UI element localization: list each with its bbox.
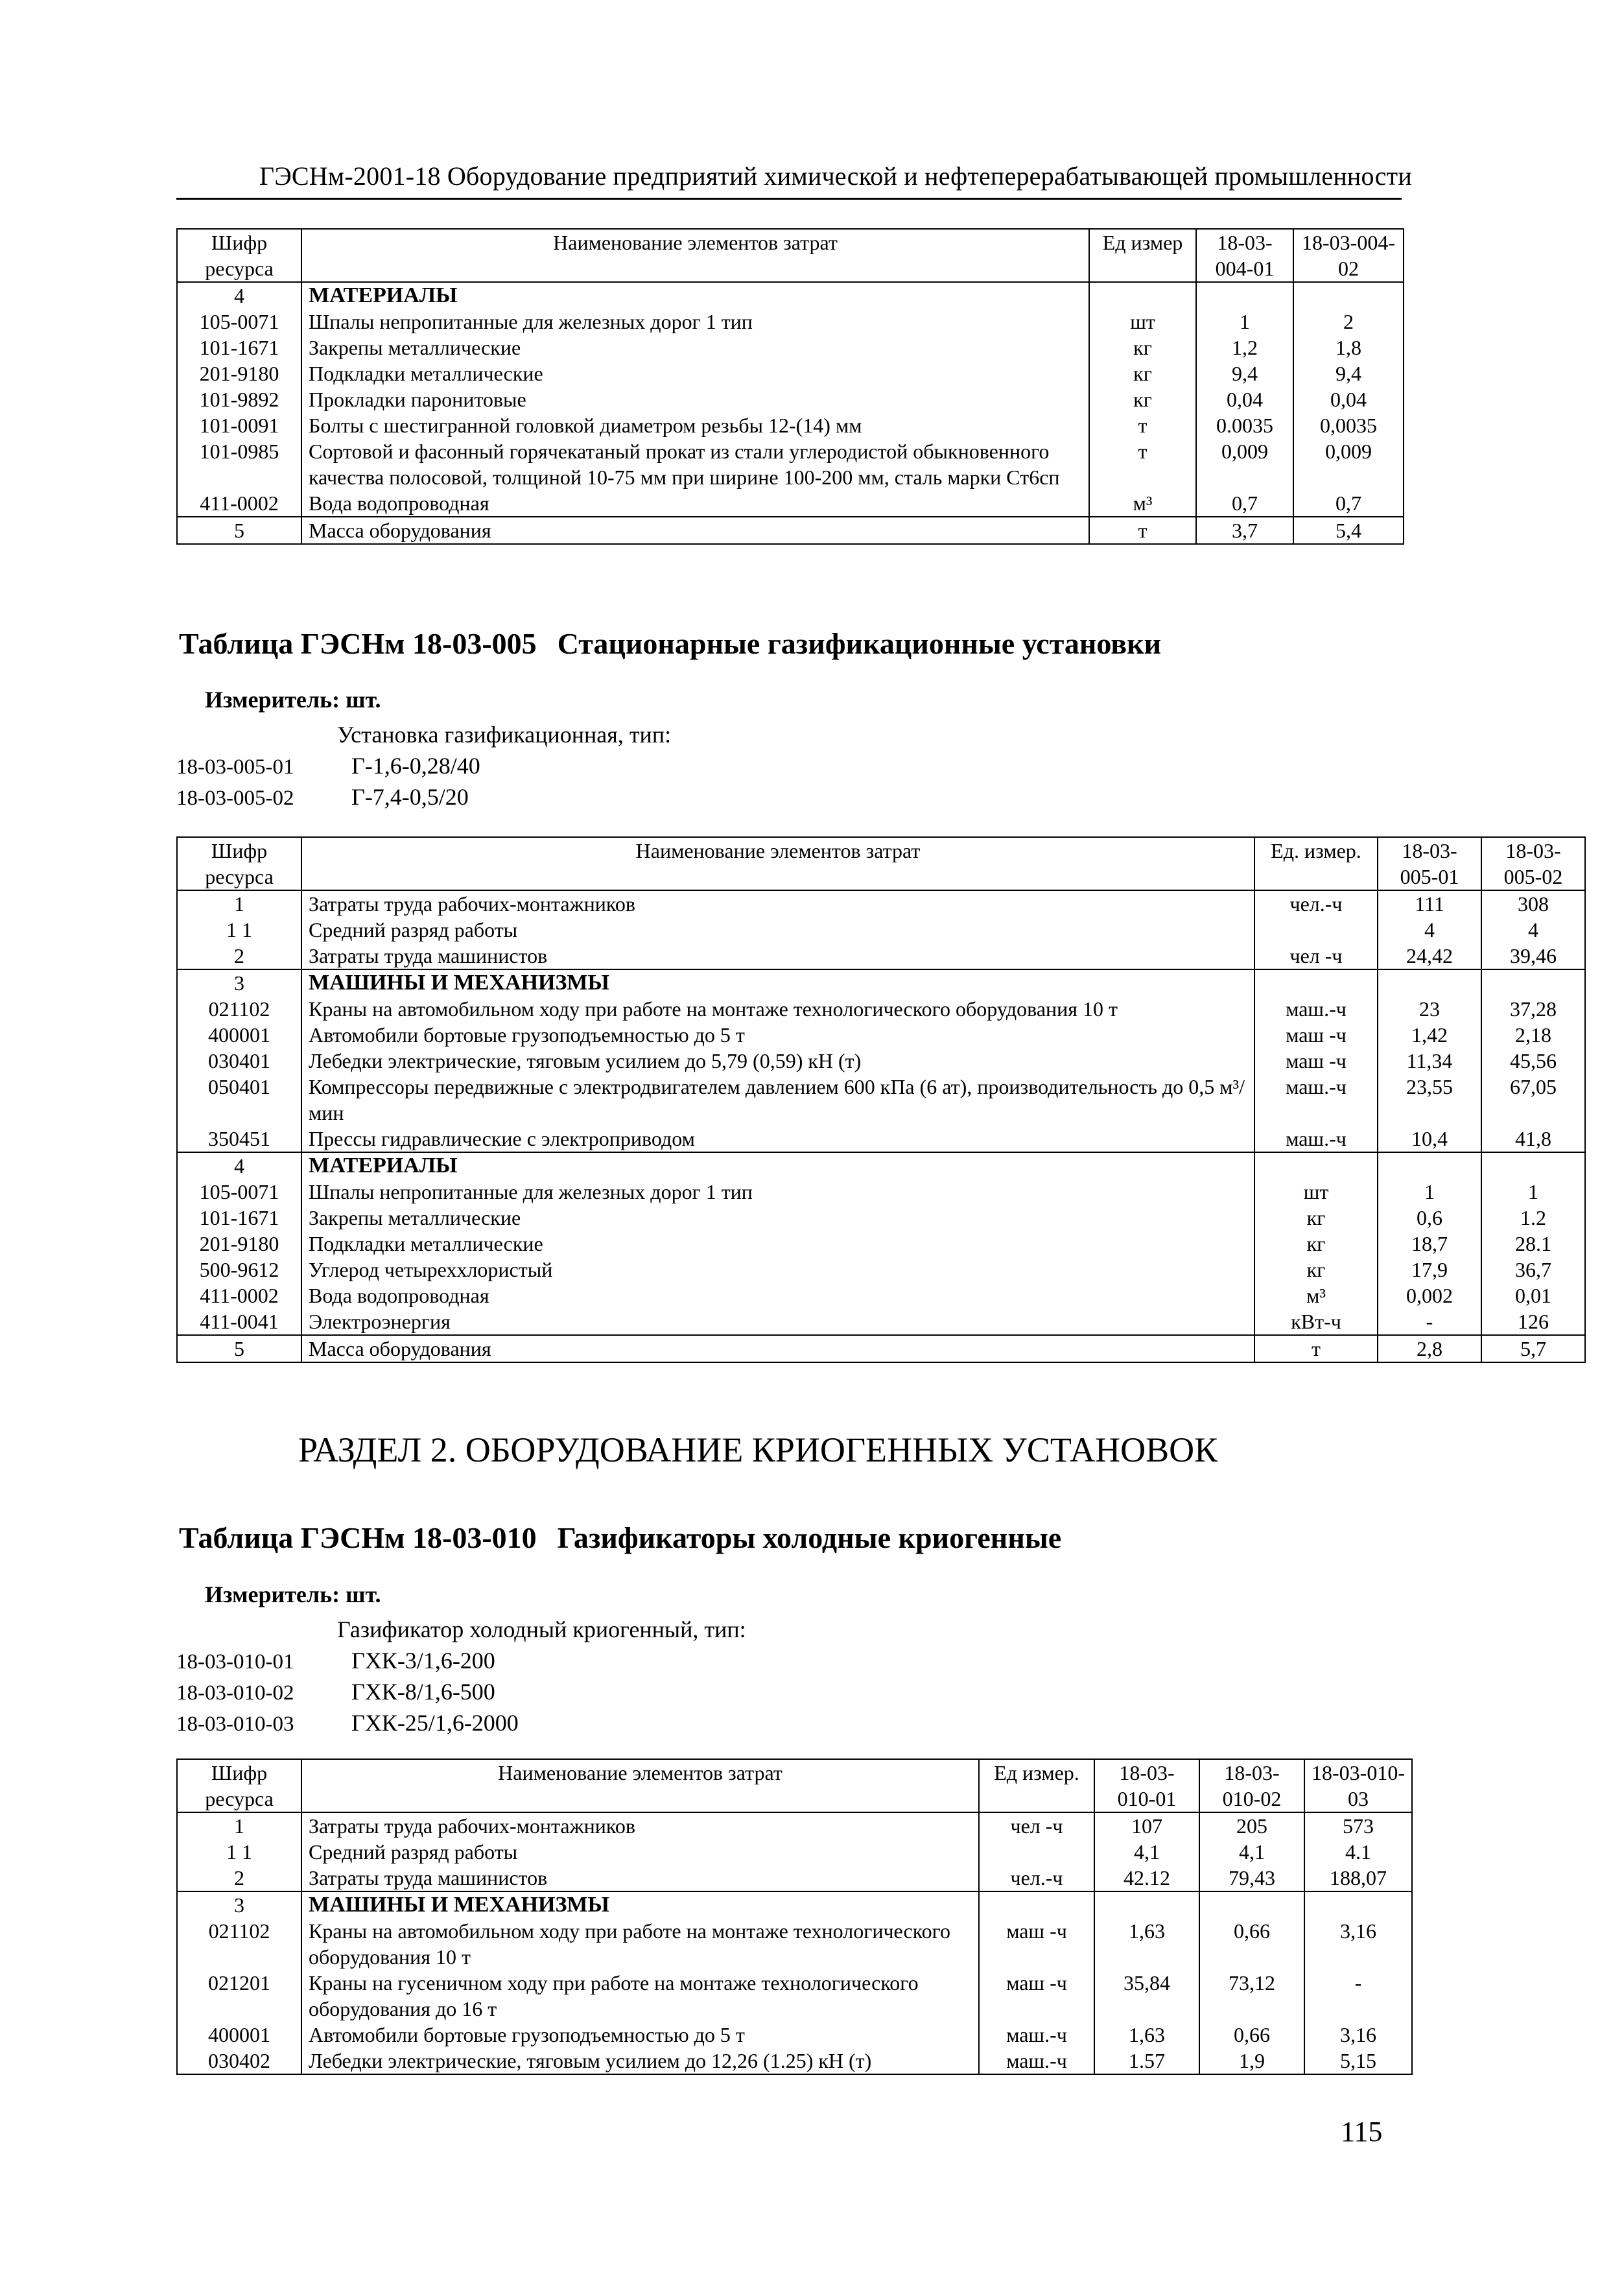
value-cell: 0,7 bbox=[1196, 490, 1293, 517]
table-row bbox=[177, 2048, 1412, 2074]
value-cell: 0,002 bbox=[1378, 1283, 1481, 1308]
value-cell bbox=[1199, 1891, 1304, 1918]
variant-code: 18-03-010-01 bbox=[176, 1650, 294, 1674]
resource-code-cell: 5 bbox=[177, 517, 301, 544]
value-cell: 0,66 bbox=[1199, 1918, 1304, 1970]
value-cell bbox=[1481, 969, 1585, 996]
type-caption: Установка газификационная, тип: bbox=[337, 722, 672, 748]
cost-element-cell: Прокладки паронитовые bbox=[301, 386, 1089, 412]
resource-code-cell: 411-0002 bbox=[177, 490, 301, 517]
unit-cell: т bbox=[1254, 1335, 1378, 1362]
unit-cell: чел -ч bbox=[979, 1812, 1094, 1839]
table-row bbox=[177, 1152, 1585, 1179]
cost-element-cell: Автомобили бортовые грузоподъемностью до 5 т bbox=[301, 2022, 979, 2048]
table-row bbox=[177, 996, 1585, 1022]
unit-cell: м³ bbox=[1254, 1283, 1378, 1308]
value-cell bbox=[1304, 1891, 1412, 1918]
cost-element-cell: Средний разряд работы bbox=[301, 917, 1254, 943]
cost-element-cell: Подкладки металлические bbox=[301, 1231, 1254, 1257]
cost-element-cell: Краны на гусеничном ходу при работе на монтаже технологического оборудования до 16 т bbox=[301, 1970, 979, 2022]
variant-type: ГХК-8/1,6-500 bbox=[351, 1679, 495, 1705]
value-cell: 1 bbox=[1378, 1179, 1481, 1205]
running-header: ГЭСНм-2001-18 Оборудование предприятий химической и нефтеперерабатывающей промышленности bbox=[259, 161, 1412, 191]
resource-code-cell: 101-0091 bbox=[177, 412, 301, 438]
value-cell: 573 bbox=[1304, 1812, 1412, 1839]
unit-cell: кг bbox=[1254, 1257, 1378, 1283]
value-cell: 308 bbox=[1481, 890, 1585, 917]
value-cell: 1,63 bbox=[1094, 1918, 1199, 1970]
value-cell: 0,04 bbox=[1196, 386, 1293, 412]
table-row bbox=[177, 1231, 1585, 1257]
resource-code-cell: 021102 bbox=[177, 1918, 301, 1970]
value-cell: 23 bbox=[1378, 996, 1481, 1022]
table-row bbox=[177, 282, 1404, 309]
cost-element-cell: МАШИНЫ И МЕХАНИЗМЫ bbox=[301, 1891, 979, 1918]
value-cell: 73,12 bbox=[1199, 1970, 1304, 2022]
table-row bbox=[177, 1048, 1585, 1074]
unit-cell: чел.-ч bbox=[1254, 890, 1378, 917]
table-body bbox=[177, 890, 1585, 1362]
unit-cell: чел -ч bbox=[1254, 943, 1378, 969]
cost-element-cell: Краны на автомобильном ходу при работе на монтаже технологического оборудования 10 т bbox=[301, 1918, 979, 1970]
measurement-unit: Измеритель: шт. bbox=[205, 687, 381, 713]
table-title-code: Таблица ГЭСНм 18-03-010 bbox=[179, 1521, 537, 1554]
unit-cell: т bbox=[1089, 438, 1196, 490]
table-row bbox=[177, 890, 1585, 917]
column-header-code: Шифр ресурса bbox=[177, 837, 301, 890]
value-cell: 79,43 bbox=[1199, 1865, 1304, 1891]
variant-line bbox=[176, 1709, 519, 1736]
variant-code: 18-03-005-02 bbox=[176, 787, 294, 810]
value-cell: 9,4 bbox=[1196, 361, 1293, 386]
resource-code-cell: 1 bbox=[177, 1812, 301, 1839]
resource-code-cell: 101-9892 bbox=[177, 386, 301, 412]
cost-element-cell: Средний разряд работы bbox=[301, 1839, 979, 1865]
value-cell bbox=[1378, 1152, 1481, 1179]
unit-cell: маш -ч bbox=[979, 1970, 1094, 2022]
unit-cell: маш.-ч bbox=[1254, 1126, 1378, 1152]
value-cell: 3,16 bbox=[1304, 1918, 1412, 1970]
value-cell: 36,7 bbox=[1481, 1257, 1585, 1283]
cost-element-cell: Лебедки электрические, тяговым усилием до 5,79 (0,59) кН (т) bbox=[301, 1048, 1254, 1074]
resource-code-cell: 3 bbox=[177, 1891, 301, 1918]
value-cell: 2,18 bbox=[1481, 1022, 1585, 1048]
measurement-unit: Измеритель: шт. bbox=[205, 1581, 381, 1607]
table-row bbox=[177, 361, 1404, 386]
unit-cell: кг bbox=[1089, 386, 1196, 412]
value-cell: 0,0035 bbox=[1293, 412, 1404, 438]
column-header-name: Наименование элементов затрат bbox=[301, 1759, 979, 1812]
page-number: 115 bbox=[1341, 2116, 1383, 2148]
value-cell: 4 bbox=[1378, 917, 1481, 943]
value-cell: 10,4 bbox=[1378, 1126, 1481, 1152]
value-cell: - bbox=[1378, 1308, 1481, 1335]
column-header-variant-a: 18-03-004-01 bbox=[1196, 229, 1293, 282]
table-row bbox=[177, 517, 1404, 544]
resource-code-cell: 105-0071 bbox=[177, 1179, 301, 1205]
table-row bbox=[177, 1205, 1585, 1231]
unit-cell: шт bbox=[1254, 1179, 1378, 1205]
value-cell: 18,7 bbox=[1378, 1231, 1481, 1257]
value-cell: 2 bbox=[1293, 309, 1404, 335]
unit-cell: маш.-ч bbox=[1254, 1074, 1378, 1126]
value-cell bbox=[1481, 1152, 1585, 1179]
value-cell: 9,4 bbox=[1293, 361, 1404, 386]
cost-element-cell: МАТЕРИАЛЫ bbox=[301, 1152, 1254, 1179]
column-header-variant-b: 18-03-010-02 bbox=[1199, 1759, 1304, 1812]
unit-cell: кг bbox=[1254, 1231, 1378, 1257]
table-row bbox=[177, 1126, 1585, 1152]
value-cell: 11,34 bbox=[1378, 1048, 1481, 1074]
cost-element-cell: Шпалы непропитанные для железных дорог 1 тип bbox=[301, 1179, 1254, 1205]
table-row bbox=[177, 2022, 1412, 2048]
value-cell: 17,9 bbox=[1378, 1257, 1481, 1283]
value-cell: 0,66 bbox=[1199, 2022, 1304, 2048]
column-header-variant-a: 18-03-005-01 bbox=[1378, 837, 1481, 890]
resource-code-cell: 201-9180 bbox=[177, 361, 301, 386]
resource-code-cell: 3 bbox=[177, 969, 301, 996]
cost-element-cell: Затраты труда рабочих-монтажников bbox=[301, 890, 1254, 917]
table-row bbox=[177, 1865, 1412, 1891]
unit-cell: м³ bbox=[1089, 490, 1196, 517]
cost-element-cell: Подкладки металлические bbox=[301, 361, 1089, 386]
table-row bbox=[177, 969, 1585, 996]
value-cell: 5,15 bbox=[1304, 2048, 1412, 2074]
cost-element-cell: Затраты труда рабочих-монтажников bbox=[301, 1812, 979, 1839]
variant-line bbox=[176, 1647, 495, 1674]
resource-code-cell: 2 bbox=[177, 943, 301, 969]
value-cell: 111 bbox=[1378, 890, 1481, 917]
cost-element-cell: Затраты труда машинистов bbox=[301, 1865, 979, 1891]
value-cell: 4,1 bbox=[1199, 1839, 1304, 1865]
table-row bbox=[177, 1335, 1585, 1362]
column-header-code: Шифр ресурса bbox=[177, 1759, 301, 1812]
resource-code-cell: 400001 bbox=[177, 2022, 301, 2048]
unit-cell: шт bbox=[1089, 309, 1196, 335]
table-title-name: Газификаторы холодные криогенные bbox=[557, 1521, 1062, 1554]
resource-code-cell: 030401 bbox=[177, 1048, 301, 1074]
column-header-variant-c: 18-03-010-03 bbox=[1304, 1759, 1412, 1812]
value-cell: 1.2 bbox=[1481, 1205, 1585, 1231]
variant-code: 18-03-010-02 bbox=[176, 1681, 294, 1705]
resource-code-cell: 021201 bbox=[177, 1970, 301, 2022]
value-cell: 2,8 bbox=[1378, 1335, 1481, 1362]
cost-element-cell: Сортовой и фасонный горячекатаный прокат из стали углеродистой обыкновенного качества полосовой, толщиной 10-75 мм при ширине 100-200 мм, сталь марки Ст6сп bbox=[301, 438, 1089, 490]
cost-element-cell: Масса оборудования bbox=[301, 1335, 1254, 1362]
column-header-code: Шифр ресурса bbox=[177, 229, 301, 282]
column-header-variant-b: 18-03-005-02 bbox=[1481, 837, 1585, 890]
resource-code-cell: 2 bbox=[177, 1865, 301, 1891]
table-row bbox=[177, 386, 1404, 412]
resource-code-cell: 4 bbox=[177, 1152, 301, 1179]
table-title-18-03-010 bbox=[179, 1521, 1061, 1555]
value-cell: 39,46 bbox=[1481, 943, 1585, 969]
resource-code-cell: 5 bbox=[177, 1335, 301, 1362]
resource-code-cell: 1 bbox=[177, 890, 301, 917]
column-header-unit: Ед. измер. bbox=[1254, 837, 1378, 890]
value-cell: 188,07 bbox=[1304, 1865, 1412, 1891]
table-row bbox=[177, 1179, 1585, 1205]
unit-cell bbox=[979, 1891, 1094, 1918]
column-header-unit: Ед измер bbox=[1089, 229, 1196, 282]
table-row bbox=[177, 335, 1404, 361]
header-rule bbox=[176, 198, 1402, 200]
table-row bbox=[177, 438, 1404, 490]
table-row bbox=[177, 1839, 1412, 1865]
value-cell bbox=[1094, 1891, 1199, 1918]
variant-line bbox=[176, 1678, 495, 1705]
resource-code-cell: 101-0985 bbox=[177, 438, 301, 490]
resource-code-cell: 1 1 bbox=[177, 1839, 301, 1865]
table-body bbox=[177, 1812, 1412, 2074]
resource-code-cell: 101-1671 bbox=[177, 335, 301, 361]
cost-element-cell: Закрепы металлические bbox=[301, 335, 1089, 361]
cost-element-cell: Компрессоры передвижные с электродвигателем давлением 600 кПа (6 ат), производительность до 0,5 м³/мин bbox=[301, 1074, 1254, 1126]
value-cell: 0,04 bbox=[1293, 386, 1404, 412]
variant-type: Г-7,4-0,5/20 bbox=[351, 784, 469, 810]
value-cell: 0,009 bbox=[1196, 438, 1293, 490]
resource-code-cell: 030402 bbox=[177, 2048, 301, 2074]
unit-cell bbox=[1254, 917, 1378, 943]
resource-code-cell: 201-9180 bbox=[177, 1231, 301, 1257]
cost-element-cell: МАШИНЫ И МЕХАНИЗМЫ bbox=[301, 969, 1254, 996]
table-row bbox=[177, 1074, 1585, 1126]
value-cell: 1 bbox=[1196, 309, 1293, 335]
resource-table-18-03-005 bbox=[176, 836, 1586, 1363]
resource-table-18-03-004 bbox=[176, 228, 1404, 545]
value-cell: 28.1 bbox=[1481, 1231, 1585, 1257]
value-cell: 1,9 bbox=[1199, 2048, 1304, 2074]
table-body bbox=[177, 282, 1404, 544]
value-cell: 35,84 bbox=[1094, 1970, 1199, 2022]
variant-line bbox=[176, 752, 480, 779]
unit-cell: чел.-ч bbox=[979, 1865, 1094, 1891]
type-caption: Газификатор холодный криогенный, тип: bbox=[337, 1616, 746, 1642]
table-row bbox=[177, 943, 1585, 969]
cost-element-cell: Автомобили бортовые грузоподъемностью до 5 т bbox=[301, 1022, 1254, 1048]
table-row bbox=[177, 1812, 1412, 1839]
value-cell: 5,4 bbox=[1293, 517, 1404, 544]
table-row bbox=[177, 1022, 1585, 1048]
unit-cell: маш -ч bbox=[1254, 1048, 1378, 1074]
variant-line bbox=[176, 783, 469, 811]
table-row bbox=[177, 309, 1404, 335]
value-cell: 1,63 bbox=[1094, 2022, 1199, 2048]
unit-cell: маш.-ч bbox=[979, 2022, 1094, 2048]
value-cell: 0,009 bbox=[1293, 438, 1404, 490]
unit-cell: кг bbox=[1089, 335, 1196, 361]
value-cell: - bbox=[1304, 1970, 1412, 2022]
cost-element-cell: Вода водопроводная bbox=[301, 1283, 1254, 1308]
value-cell: 41,8 bbox=[1481, 1126, 1585, 1152]
value-cell: 107 bbox=[1094, 1812, 1199, 1839]
value-cell: 24,42 bbox=[1378, 943, 1481, 969]
unit-cell: маш -ч bbox=[1254, 1022, 1378, 1048]
resource-code-cell: 400001 bbox=[177, 1022, 301, 1048]
column-header-variant-a: 18-03-010-01 bbox=[1094, 1759, 1199, 1812]
unit-cell: кВт-ч bbox=[1254, 1308, 1378, 1335]
unit-cell: маш -ч bbox=[979, 1918, 1094, 1970]
value-cell: 4,1 bbox=[1094, 1839, 1199, 1865]
value-cell bbox=[1293, 282, 1404, 309]
value-cell: 126 bbox=[1481, 1308, 1585, 1335]
resource-code-cell: 4 bbox=[177, 282, 301, 309]
value-cell: 67,05 bbox=[1481, 1074, 1585, 1126]
unit-cell bbox=[1254, 1152, 1378, 1179]
cost-element-cell: Масса оборудования bbox=[301, 517, 1089, 544]
unit-cell bbox=[1254, 969, 1378, 996]
variant-type: Г-1,6-0,28/40 bbox=[351, 753, 480, 779]
cost-element-cell: Углерод четыреххлористый bbox=[301, 1257, 1254, 1283]
table-row bbox=[177, 1308, 1585, 1335]
value-cell: 1.57 bbox=[1094, 2048, 1199, 2074]
unit-cell: кг bbox=[1254, 1205, 1378, 1231]
resource-code-cell: 500-9612 bbox=[177, 1257, 301, 1283]
table-row bbox=[177, 1891, 1412, 1918]
cost-element-cell: Электроэнергия bbox=[301, 1308, 1254, 1335]
cost-element-cell: Прессы гидравлические с электроприводом bbox=[301, 1126, 1254, 1152]
column-header-variant-b: 18-03-004-02 bbox=[1293, 229, 1404, 282]
variant-code: 18-03-005-01 bbox=[176, 755, 294, 779]
table-title-name: Стационарные газификационные установки bbox=[557, 627, 1162, 660]
value-cell: 1,2 bbox=[1196, 335, 1293, 361]
cost-element-cell: Краны на автомобильном ходу при работе на монтаже технологического оборудования 10 т bbox=[301, 996, 1254, 1022]
unit-cell bbox=[1089, 282, 1196, 309]
value-cell: 4.1 bbox=[1304, 1839, 1412, 1865]
unit-cell: т bbox=[1089, 412, 1196, 438]
value-cell: 0,6 bbox=[1378, 1205, 1481, 1231]
value-cell: 45,56 bbox=[1481, 1048, 1585, 1074]
cost-element-cell: Вода водопроводная bbox=[301, 490, 1089, 517]
unit-cell: кг bbox=[1089, 361, 1196, 386]
value-cell: 3,16 bbox=[1304, 2022, 1412, 2048]
unit-cell: маш.-ч bbox=[1254, 996, 1378, 1022]
resource-code-cell: 101-1671 bbox=[177, 1205, 301, 1231]
table-row bbox=[177, 490, 1404, 517]
table-row bbox=[177, 1257, 1585, 1283]
resource-code-cell: 1 1 bbox=[177, 917, 301, 943]
cost-element-cell: Закрепы металлические bbox=[301, 1205, 1254, 1231]
table-row bbox=[177, 917, 1585, 943]
table-row bbox=[177, 1970, 1412, 2022]
value-cell: 23,55 bbox=[1378, 1074, 1481, 1126]
cost-element-cell: МАТЕРИАЛЫ bbox=[301, 282, 1089, 309]
value-cell: 42.12 bbox=[1094, 1865, 1199, 1891]
variant-type: ГХК-3/1,6-200 bbox=[351, 1648, 495, 1674]
unit-cell: маш.-ч bbox=[979, 2048, 1094, 2074]
value-cell: 0.0035 bbox=[1196, 412, 1293, 438]
value-cell: 4 bbox=[1481, 917, 1585, 943]
cost-element-cell: Лебедки электрические, тяговым усилием до 12,26 (1.25) кН (т) bbox=[301, 2048, 979, 2074]
table-title-18-03-005 bbox=[179, 626, 1161, 661]
table-title-code: Таблица ГЭСНм 18-03-005 bbox=[179, 627, 537, 660]
value-cell: 37,28 bbox=[1481, 996, 1585, 1022]
unit-cell: т bbox=[1089, 517, 1196, 544]
value-cell: 205 bbox=[1199, 1812, 1304, 1839]
table-row bbox=[177, 1283, 1585, 1308]
cost-element-cell: Болты с шестигранной головкой диаметром резьбы 12-(14) мм bbox=[301, 412, 1089, 438]
value-cell: 0,7 bbox=[1293, 490, 1404, 517]
resource-code-cell: 021102 bbox=[177, 996, 301, 1022]
column-header-name: Наименование элементов затрат bbox=[301, 229, 1089, 282]
column-header-unit: Ед измер. bbox=[979, 1759, 1094, 1812]
resource-code-cell: 350451 bbox=[177, 1126, 301, 1152]
value-cell bbox=[1378, 969, 1481, 996]
cost-element-cell: Шпалы непропитанные для железных дорог 1 тип bbox=[301, 309, 1089, 335]
column-header-name: Наименование элементов затрат bbox=[301, 837, 1254, 890]
value-cell: 0,01 bbox=[1481, 1283, 1585, 1308]
variant-type: ГХК-25/1,6-2000 bbox=[351, 1710, 519, 1736]
value-cell: 1,42 bbox=[1378, 1022, 1481, 1048]
value-cell: 5,7 bbox=[1481, 1335, 1585, 1362]
table-row bbox=[177, 412, 1404, 438]
variant-code: 18-03-010-03 bbox=[176, 1712, 294, 1736]
resource-table-18-03-010 bbox=[176, 1758, 1413, 2075]
table-row bbox=[177, 1918, 1412, 1970]
cost-element-cell: Затраты труда машинистов bbox=[301, 943, 1254, 969]
resource-code-cell: 411-0002 bbox=[177, 1283, 301, 1308]
section-title: РАЗДЕЛ 2. ОБОРУДОВАНИЕ КРИОГЕННЫХ УСТАНОВОК bbox=[298, 1430, 1218, 1469]
resource-code-cell: 411-0041 bbox=[177, 1308, 301, 1335]
value-cell: 1,8 bbox=[1293, 335, 1404, 361]
value-cell: 1 bbox=[1481, 1179, 1585, 1205]
value-cell bbox=[1196, 282, 1293, 309]
unit-cell bbox=[979, 1839, 1094, 1865]
value-cell: 3,7 bbox=[1196, 517, 1293, 544]
resource-code-cell: 050401 bbox=[177, 1074, 301, 1126]
resource-code-cell: 105-0071 bbox=[177, 309, 301, 335]
